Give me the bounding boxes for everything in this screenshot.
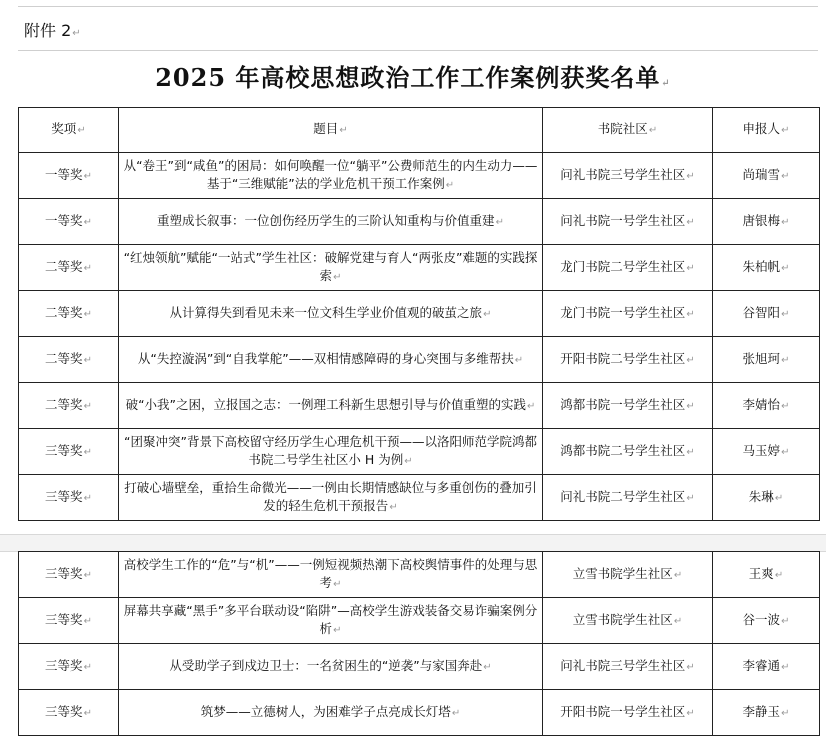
award-cell bbox=[19, 644, 119, 690]
topic-cell-text: 屏幕共享藏“黑手”多平台联动设“陷阱”—高校学生游戏装备交易诈骗案例分析 bbox=[123, 602, 538, 636]
paragraph-mark-icon: ↵ bbox=[781, 262, 790, 274]
paragraph-mark-icon: ↵ bbox=[83, 400, 92, 412]
paragraph-mark-icon: ↵ bbox=[781, 216, 790, 228]
header-topic: 题目↵ bbox=[119, 108, 543, 153]
topic-cell-text: 打破心墙壁垒，重拾生命微光——一例由长期情感缺位与多重创伤的叠加引发的轻生危机干预报告 bbox=[124, 479, 537, 513]
paragraph-mark-icon: ↵ bbox=[514, 354, 524, 366]
award-cell bbox=[19, 245, 119, 291]
award-cell-text: 二等奖 bbox=[45, 350, 83, 366]
topic-cell bbox=[119, 598, 543, 644]
paragraph-mark-icon: ↵ bbox=[445, 179, 455, 191]
applicant-cell-text: 唐银梅 bbox=[742, 212, 781, 228]
award-cell bbox=[19, 199, 119, 245]
topic-cell-text: 从“卷王”到“咸鱼”的困局：如何唤醒一位“躺平”公费师范生的内生动力——基于“三维赋能”法的学业危机干预工作案例 bbox=[123, 157, 538, 191]
table-header-row bbox=[19, 108, 820, 153]
award-cell-text: 一等奖 bbox=[45, 212, 83, 228]
community-cell bbox=[543, 199, 713, 245]
applicant-cell bbox=[713, 383, 820, 429]
award-cell-text: 三等奖 bbox=[45, 565, 83, 581]
applicant-cell-text: 朱琳 bbox=[748, 488, 774, 504]
paragraph-mark-icon: ↵ bbox=[389, 501, 398, 513]
paragraph-mark-icon: ↵ bbox=[483, 308, 492, 320]
award-cell-text: 二等奖 bbox=[45, 304, 83, 320]
topic-cell bbox=[119, 552, 543, 598]
header-rule-bottom bbox=[18, 50, 818, 51]
applicant-cell-text: 张旭珂 bbox=[742, 350, 781, 366]
paragraph-mark-icon: ↵ bbox=[83, 446, 92, 458]
paragraph-mark-icon: ↵ bbox=[686, 446, 695, 458]
paragraph-mark-icon: ↵ bbox=[781, 661, 790, 673]
paragraph-mark-icon: ↵ bbox=[781, 170, 790, 182]
community-cell-text: 问礼书院三号学生社区 bbox=[560, 657, 686, 673]
community-cell-text: 龙门书院一号学生社区 bbox=[560, 304, 686, 320]
paragraph-mark-icon: ↵ bbox=[686, 707, 695, 719]
award-cell bbox=[19, 153, 119, 199]
topic-cell bbox=[119, 475, 543, 521]
community-cell bbox=[543, 475, 713, 521]
applicant-cell bbox=[713, 337, 820, 383]
community-cell bbox=[543, 552, 713, 598]
table-row bbox=[19, 552, 820, 598]
community-cell bbox=[543, 337, 713, 383]
header-community: 书院社区↵ bbox=[543, 108, 713, 153]
paragraph-mark-icon: ↵ bbox=[83, 707, 92, 719]
paragraph-mark-icon: ↵ bbox=[83, 615, 92, 627]
table-row bbox=[19, 337, 820, 383]
applicant-cell-text: 谷智阳 bbox=[742, 304, 781, 320]
community-cell-text: 立雪书院学生社区 bbox=[572, 565, 673, 581]
paragraph-mark-icon: ↵ bbox=[781, 446, 790, 458]
community-cell bbox=[543, 644, 713, 690]
paragraph-mark-icon: ↵ bbox=[83, 569, 92, 581]
community-cell-text: 开阳书院二号学生社区 bbox=[560, 350, 686, 366]
community-cell-text: 开阳书院一号学生社区 bbox=[560, 703, 686, 719]
table-row bbox=[19, 199, 820, 245]
topic-cell-text: 从“失控漩涡”到“自我掌舵”——双相情感障碍的身心突围与多维帮扶 bbox=[137, 350, 514, 366]
community-cell bbox=[543, 429, 713, 475]
paragraph-mark-icon: ↵ bbox=[333, 578, 342, 590]
paragraph-mark-icon: ↵ bbox=[495, 216, 504, 228]
topic-cell bbox=[119, 337, 543, 383]
applicant-cell bbox=[713, 644, 820, 690]
award-cell bbox=[19, 475, 119, 521]
header-award: 奖项↵ bbox=[19, 108, 119, 153]
applicant-cell bbox=[713, 429, 820, 475]
applicant-cell-text: 马玉婷 bbox=[742, 442, 781, 458]
applicant-cell-text: 李睿通 bbox=[742, 657, 781, 673]
applicant-cell bbox=[713, 475, 820, 521]
award-cell-text: 三等奖 bbox=[45, 657, 83, 673]
award-cell bbox=[19, 690, 119, 736]
topic-cell-text: 高校学生工作的“危”与“机”——一例短视频热潮下高校舆情事件的处理与思考 bbox=[123, 556, 538, 590]
header-applicant: 申报人↵ bbox=[713, 108, 820, 153]
paragraph-mark-icon: ↵ bbox=[83, 354, 92, 366]
applicant-cell bbox=[713, 598, 820, 644]
paragraph-mark-icon: ↵ bbox=[686, 354, 695, 366]
paragraph-mark-icon: ↵ bbox=[686, 308, 695, 320]
topic-cell bbox=[119, 245, 543, 291]
community-cell-text: 龙门书院二号学生社区 bbox=[560, 258, 686, 274]
paragraph-mark-icon: ↵ bbox=[333, 624, 342, 636]
paragraph-mark-icon: ↵ bbox=[527, 400, 536, 412]
award-cell bbox=[19, 429, 119, 475]
document-title-text: 2025 年高校思想政治工作工作案例获奖名单 bbox=[155, 63, 661, 92]
paragraph-mark-icon: ↵ bbox=[774, 569, 784, 581]
topic-cell-text: 筑梦——立德树人，为困难学子点亮成长灯塔 bbox=[200, 703, 451, 719]
table-row bbox=[19, 291, 820, 337]
award-cell bbox=[19, 291, 119, 337]
applicant-cell bbox=[713, 291, 820, 337]
document-title bbox=[0, 58, 826, 93]
paragraph-mark-icon: ↵ bbox=[781, 354, 790, 366]
paragraph-mark-icon: ↵ bbox=[83, 216, 92, 228]
award-cell-text: 三等奖 bbox=[45, 703, 83, 719]
topic-cell-text: 从计算得失到看见未来一位文科生学业价值观的破茧之旅 bbox=[169, 304, 483, 320]
paragraph-mark-icon: ↵ bbox=[483, 661, 492, 673]
paragraph-mark-icon: ↵ bbox=[83, 170, 92, 182]
table-row bbox=[19, 690, 820, 736]
paragraph-mark-icon: ↵ bbox=[781, 400, 790, 412]
attachment-label-text: 附件 2 bbox=[24, 21, 72, 40]
applicant-cell bbox=[713, 552, 820, 598]
paragraph-mark-icon: ↵ bbox=[333, 271, 342, 283]
paragraph-mark-icon: ↵ bbox=[686, 661, 695, 673]
paragraph-mark-icon: ↵ bbox=[404, 455, 413, 467]
topic-cell-text: 重塑成长叙事：一位创伤经历学生的三阶认知重构与价值重建 bbox=[157, 212, 495, 228]
topic-cell bbox=[119, 690, 543, 736]
community-cell-text: 问礼书院一号学生社区 bbox=[560, 212, 686, 228]
paragraph-mark-icon: ↵ bbox=[686, 262, 695, 274]
table-row bbox=[19, 245, 820, 291]
topic-cell-text: 破“小我”之困，立报国之志：一例理工科新生思想引导与价值重塑的实践 bbox=[125, 396, 527, 412]
paragraph-mark-icon: ↵ bbox=[686, 216, 695, 228]
award-cell-text: 一等奖 bbox=[45, 166, 83, 182]
award-cell-text: 二等奖 bbox=[45, 396, 83, 412]
paragraph-mark-icon: ↵ bbox=[72, 28, 81, 39]
table-row bbox=[19, 153, 820, 199]
table-row bbox=[19, 644, 820, 690]
topic-cell bbox=[119, 383, 543, 429]
topic-cell bbox=[119, 429, 543, 475]
award-cell-text: 三等奖 bbox=[45, 442, 83, 458]
paragraph-mark-icon: ↵ bbox=[781, 308, 790, 320]
award-cell bbox=[19, 337, 119, 383]
table-body-part1 bbox=[19, 153, 820, 521]
awards-table-part2 bbox=[18, 551, 820, 736]
award-cell bbox=[19, 552, 119, 598]
community-cell-text: 鸿都书院一号学生社区 bbox=[560, 396, 686, 412]
awards-table-part1 bbox=[18, 107, 820, 521]
table-body-part2 bbox=[19, 552, 820, 736]
paragraph-mark-icon: ↵ bbox=[83, 262, 92, 274]
applicant-cell bbox=[713, 153, 820, 199]
table-row bbox=[19, 429, 820, 475]
community-cell bbox=[543, 291, 713, 337]
header-rule-top bbox=[18, 6, 818, 7]
paragraph-mark-icon: ↵ bbox=[83, 661, 92, 673]
paragraph-mark-icon: ↵ bbox=[686, 492, 695, 504]
applicant-cell bbox=[713, 199, 820, 245]
paragraph-mark-icon: ↵ bbox=[781, 615, 790, 627]
community-cell bbox=[543, 383, 713, 429]
community-cell-text: 问礼书院二号学生社区 bbox=[560, 488, 686, 504]
table-row bbox=[19, 598, 820, 644]
paragraph-mark-icon: ↵ bbox=[686, 400, 695, 412]
applicant-cell-text: 朱柏帆 bbox=[742, 258, 781, 274]
applicant-cell-text: 李婧怡 bbox=[742, 396, 781, 412]
applicant-cell bbox=[713, 245, 820, 291]
community-cell-text: 问礼书院三号学生社区 bbox=[560, 166, 686, 182]
award-cell bbox=[19, 598, 119, 644]
paragraph-mark-icon: ↵ bbox=[673, 615, 683, 627]
award-cell-text: 三等奖 bbox=[45, 611, 83, 627]
page-break-gap bbox=[0, 534, 826, 552]
award-cell bbox=[19, 383, 119, 429]
paragraph-mark-icon: ↵ bbox=[451, 707, 461, 719]
topic-cell bbox=[119, 644, 543, 690]
topic-cell bbox=[119, 291, 543, 337]
applicant-cell bbox=[713, 690, 820, 736]
topic-cell-text: 从受助学子到戍边卫士：一名贫困生的“逆袭”与家国奔赴 bbox=[169, 657, 483, 673]
community-cell bbox=[543, 598, 713, 644]
paragraph-mark-icon: ↵ bbox=[686, 170, 695, 182]
table-row bbox=[19, 475, 820, 521]
community-cell bbox=[543, 153, 713, 199]
attachment-label bbox=[24, 18, 81, 41]
community-cell bbox=[543, 690, 713, 736]
paragraph-mark-icon: ↵ bbox=[673, 569, 683, 581]
topic-cell-text: “团聚冲突”背景下高校留守经历学生心理危机干预——以洛阳师范学院鸿都书院二号学生社区小 H 为例 bbox=[124, 433, 537, 467]
paragraph-mark-icon: ↵ bbox=[83, 308, 92, 320]
applicant-cell-text: 王爽 bbox=[748, 565, 774, 581]
community-cell-text: 鸿都书院二号学生社区 bbox=[560, 442, 686, 458]
topic-cell-text: “红烛领航”赋能“一站式”学生社区：破解党建与育人“两张皮”难题的实践探索 bbox=[123, 249, 538, 283]
community-cell bbox=[543, 245, 713, 291]
paragraph-mark-icon: ↵ bbox=[781, 707, 790, 719]
topic-cell bbox=[119, 199, 543, 245]
table-row bbox=[19, 383, 820, 429]
applicant-cell-text: 尚瑞雪 bbox=[742, 166, 781, 182]
paragraph-mark-icon: ↵ bbox=[83, 492, 92, 504]
applicant-cell-text: 李静玉 bbox=[742, 703, 781, 719]
community-cell-text: 立雪书院学生社区 bbox=[572, 611, 673, 627]
award-cell-text: 三等奖 bbox=[45, 488, 83, 504]
paragraph-mark-icon: ↵ bbox=[661, 78, 671, 89]
award-cell-text: 二等奖 bbox=[45, 258, 83, 274]
topic-cell bbox=[119, 153, 543, 199]
applicant-cell-text: 谷一波 bbox=[742, 611, 781, 627]
paragraph-mark-icon: ↵ bbox=[774, 492, 784, 504]
